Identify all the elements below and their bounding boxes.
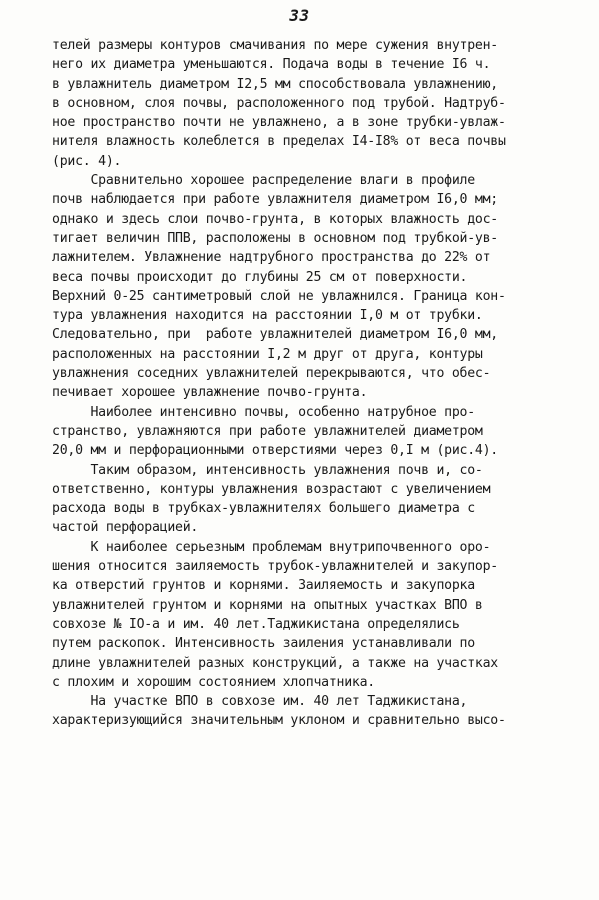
text-line: печивает хорошее увлажнение почво-грунта. bbox=[52, 385, 368, 401]
text-line: совхозе № IO-а и им. 40 лет.Таджикистана определялись bbox=[52, 616, 460, 632]
text-line: с плохим и хорошим состоянием хлопчатника. bbox=[52, 674, 375, 690]
text-line: Сравнительно хорошее распределение влаги в профиле bbox=[52, 173, 475, 189]
text-line: К наиболее серьезным проблемам внутрипочвенного оро- bbox=[52, 539, 491, 555]
text-line: частой перфорацией. bbox=[52, 520, 199, 536]
text-line: лажнителем. Увлажнение надтрубного пространства до 22% от bbox=[52, 250, 491, 266]
text-line: На участке ВПО в совхозе им. 40 лет Таджикистана, bbox=[52, 694, 468, 710]
text-line: Таким образом, интенсивность увлажнения почв и, со- bbox=[52, 462, 483, 478]
text-line: увлажнения соседних увлажнителей перекрываются, что обес- bbox=[52, 366, 491, 382]
page-number: 33 bbox=[289, 6, 310, 25]
text-line: Наиболее интенсивно почвы, особенно натрубное про- bbox=[52, 404, 475, 420]
text-line: длине увлажнителей разных конструкций, а также на участках bbox=[52, 655, 498, 671]
text-line: веса почвы происходит до глубины 25 см от поверхности. bbox=[52, 269, 468, 285]
text-line: Верхний 0-25 сантиметровый слой не увлажнился. Граница кон- bbox=[52, 288, 506, 304]
text-line: нителя влажность колеблется в пределах I4-I8% от веса почвы bbox=[52, 134, 506, 150]
text-line: него их диаметра уменьшаются. Подача воды в течение I6 ч. bbox=[52, 57, 491, 73]
text-line: шения относится заиляемость трубок-увлажнителей и закупор- bbox=[52, 559, 498, 575]
text-line: ответственно, контуры увлажнения возрастают с увеличением bbox=[52, 481, 491, 497]
text-line: тигает величин ППВ, расположены в основном под трубкой-ув- bbox=[52, 230, 498, 246]
text-line: в основном, слоя почвы, расположенного под трубой. Надтруб- bbox=[52, 95, 506, 111]
text-line: телей размеры контуров смачивания по мере сужения внутрен- bbox=[52, 38, 498, 53]
text-line: характеризующийся значительным уклоном и сравнительно высо- bbox=[52, 713, 506, 729]
text-line: 20,0 мм и перфорационными отверстиями через 0,I м (рис.4). bbox=[52, 443, 498, 459]
text-line: (рис. 4). bbox=[52, 153, 122, 169]
text-line: ное пространство почти не увлажнено, а в зоне трубки-увлаж- bbox=[52, 115, 506, 131]
text-line: почв наблюдается при работе увлажнителя диаметром I6,0 мм; bbox=[52, 192, 498, 208]
text-line: расхода воды в трубках-увлажнителях большего диаметра с bbox=[52, 501, 475, 517]
text-line: в увлажнитель диаметром I2,5 мм способствовала увлажнению, bbox=[52, 76, 498, 92]
text-line: увлажнителей грунтом и корнями на опытных участках ВПО в bbox=[52, 597, 483, 613]
text-line: однако и здесь слои почво-грунта, в которых влажность дос- bbox=[52, 211, 498, 227]
text-line: путем раскопок. Интенсивность заиления устанавливали по bbox=[52, 636, 475, 652]
body-text bbox=[52, 36, 552, 731]
text-line: расположенных на расстоянии I,2 м друг от друга, контуры bbox=[52, 346, 483, 362]
text-line: Следовательно, при работе увлажнителей диаметром I6,0 мм, bbox=[52, 327, 498, 343]
text-line: ка отверстий грунтов и корнями. Заиляемость и закупорка bbox=[52, 578, 475, 594]
text-line: странство, увлажняются при работе увлажнителей диаметром bbox=[52, 423, 483, 439]
text-line: тура увлажнения находится на расстоянии I,0 м от трубки. bbox=[52, 308, 483, 324]
